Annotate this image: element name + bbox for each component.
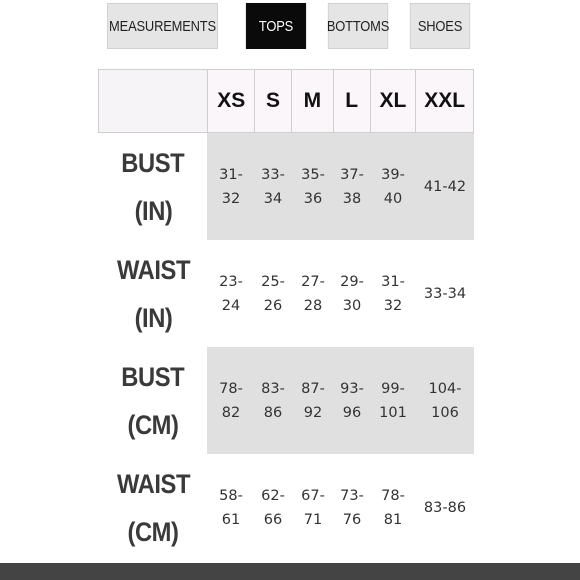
- row-label-bust-cm: [98, 351, 208, 451]
- row-label-waist-in: [98, 244, 208, 344]
- measurement-value-line: 78-: [219, 380, 243, 397]
- bottom-bar: [0, 563, 580, 580]
- measurement-value-line: 40: [383, 190, 403, 207]
- measurement-value-line: 39-: [381, 166, 405, 183]
- measurement-value-line: 33-: [261, 166, 285, 183]
- measurement-value-line: 30: [342, 297, 362, 314]
- measurement-cell: [417, 133, 473, 240]
- measurement-cell: [208, 347, 254, 454]
- size-header-m: M: [291, 70, 333, 132]
- measurement-value-line: 61: [221, 511, 241, 528]
- measurement-value-line: 36: [303, 190, 323, 207]
- measurement-cell: [417, 454, 473, 561]
- tab-tops[interactable]: TOPS: [246, 3, 306, 49]
- measurement-cell: [334, 240, 370, 347]
- measurement-cell: [293, 133, 333, 240]
- measurement-value-line: 32: [383, 297, 403, 314]
- size-header-row: [98, 69, 474, 133]
- measurement-value-line: 34: [263, 190, 283, 207]
- row-label-line1: WAIST: [116, 255, 190, 285]
- measurement-value-line: 81: [383, 511, 403, 528]
- measurement-cell: [293, 454, 333, 561]
- measurement-value-line: 86: [263, 404, 283, 421]
- measurement-value-line: 29-: [340, 273, 364, 290]
- row-label-line2: (IN): [134, 196, 172, 226]
- measurement-value-line: 27-: [301, 273, 325, 290]
- measurement-value-line: 78-: [381, 487, 405, 504]
- measurement-value-line: 83-: [261, 380, 285, 397]
- measurement-cell: [334, 347, 370, 454]
- size-header-xs: XS: [207, 70, 254, 132]
- measurement-cell: [417, 240, 473, 347]
- measurement-value-line: 24: [221, 297, 241, 314]
- measurement-cell: [371, 240, 415, 347]
- tab-shoes[interactable]: SHOES: [410, 3, 470, 49]
- measurement-value-line: 66: [263, 511, 283, 528]
- row-label-line1: BUST: [121, 362, 185, 392]
- row-label-line1: WAIST: [116, 469, 190, 499]
- measurement-value-line: 58-: [219, 487, 243, 504]
- tab-measurements[interactable]: MEASUREMENTS: [107, 3, 218, 49]
- size-header-xxl: XXL: [415, 70, 473, 132]
- measurement-cell: [255, 454, 291, 561]
- measurement-value-line: 83-86: [423, 499, 467, 516]
- measurement-value-line: 26: [263, 297, 283, 314]
- measurement-value-line: 67-: [301, 487, 325, 504]
- measurement-cell: [208, 454, 254, 561]
- size-header-l: L: [333, 70, 370, 132]
- size-header-xl: XL: [370, 70, 416, 132]
- measurement-value-line: 82: [221, 404, 241, 421]
- measurement-value-line: 87-: [301, 380, 325, 397]
- measurement-cell: [334, 133, 370, 240]
- measurement-value-line: 32: [221, 190, 241, 207]
- size-header-s: S: [254, 70, 291, 132]
- measurement-cell: [255, 240, 291, 347]
- measurement-value-line: 33-34: [423, 285, 467, 302]
- row-label-line2: (CM): [127, 410, 179, 440]
- measurement-value-line: 25-: [261, 273, 285, 290]
- measurement-cell: [334, 454, 370, 561]
- measurement-cell: [371, 133, 415, 240]
- measurement-value-line: 92: [303, 404, 323, 421]
- tab-bottoms[interactable]: BOTTOMS: [328, 3, 388, 49]
- measurement-cell: [371, 454, 415, 561]
- header-corner-cell: [99, 70, 207, 132]
- measurement-value-line: 101: [379, 404, 407, 421]
- row-label-line2: (IN): [134, 303, 172, 333]
- row-label-bust-in: [98, 137, 208, 237]
- measurement-value-line: 76: [342, 511, 362, 528]
- measurement-value-line: 41-42: [423, 178, 467, 195]
- measurement-cell: [208, 133, 254, 240]
- measurement-cell: [208, 240, 254, 347]
- measurement-cell: [255, 133, 291, 240]
- measurement-value-line: 73-: [340, 487, 364, 504]
- measurement-value-line: 96: [342, 404, 362, 421]
- measurement-value-line: 106: [431, 404, 459, 421]
- measurement-value-line: 28: [303, 297, 323, 314]
- measurement-cell: [293, 240, 333, 347]
- measurement-value-line: 104-: [428, 380, 462, 397]
- measurement-value-line: 38: [342, 190, 362, 207]
- measurement-value-line: 35-: [301, 166, 325, 183]
- measurement-value-line: 99-: [381, 380, 405, 397]
- row-label-line1: BUST: [121, 148, 185, 178]
- measurement-value-line: 62-: [261, 487, 285, 504]
- measurement-cell: [417, 347, 473, 454]
- measurement-cell: [293, 347, 333, 454]
- measurement-value-line: 93-: [340, 380, 364, 397]
- measurement-value-line: 31-: [381, 273, 405, 290]
- measurement-value-line: 23-: [219, 273, 243, 290]
- row-label-line2: (CM): [127, 517, 179, 547]
- row-label-waist-cm: [98, 458, 208, 558]
- measurement-cell: [371, 347, 415, 454]
- measurement-cell: [255, 347, 291, 454]
- measurement-value-line: 31-: [219, 166, 243, 183]
- measurement-value-line: 71: [303, 511, 323, 528]
- measurement-value-line: 37-: [340, 166, 364, 183]
